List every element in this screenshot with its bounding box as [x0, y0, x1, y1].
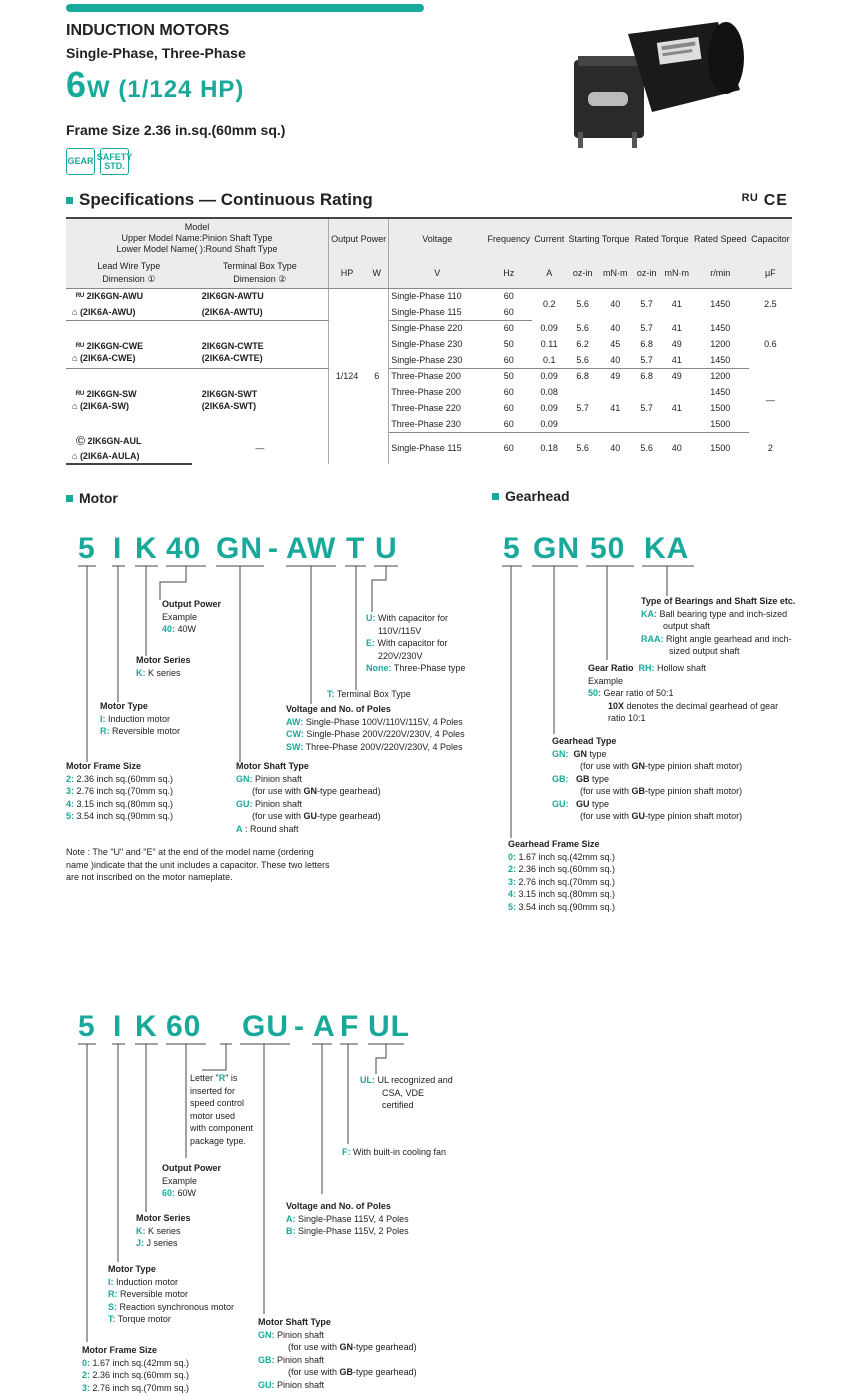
page-subtitle: Single-Phase, Three-Phase — [66, 45, 246, 61]
gearhead-type-label: Gearhead Type GN: GN type (for use with GN-type pinion shaft motor) GB: GB type (for use with GB-type pinion shaft motor) GU: GU type (for use with GU-type pinion shaft motor) — [552, 736, 743, 821]
spec-table: Model Upper Model Name:Pinion Shaft Type Lower Model Name( ):Round Shaft Type Output Power Voltage Frequency Current Starting Torque Rated Torque Rated Speed Capacitor Lead Wire Type Dimension ① Terminal Box Type Dimension ② HP W V Hz A oz-in mN·m oz-in mN·m r/min μF ᴿᵁ 2IK6GN-AWU 2IK6GN-AWTU 1/124 6 Single-Phase 110 60 0.2 5.6 40 5.7 41 1450 2.5 ⌂ (2IK6A-AWU) (2IK6A-AWTU) Single-Phase 115 60 ᴿᵁ 2IK6GN-CWE 2IK6GN-CWTE Single-Phase 220 60 0.09 5.6 40 5.7 41 1450 0.6 Single-Phase 230 50 0.11 6.2 45 6.8 49 1200 ⌂ (2IK6A-CWE) (2IK6A-CWTE) Single-Phase 230 60 0.1 5.6 40 5.7 41 1450 ᴿᵁ 2IK6GN-SW 2IK6GN-SWT Three-Phase 200 50 0.09 6.8 49 6.8 49 1200 — Three-Phase 200 60 0.08 1450 ⌂ (2IK6A-SW) (2IK6A-SWT) Three-Phase 220 60 0.09 5.7 41 5.7 41 1500 Three-Phase 230 60 0.09 1500 Ⓒ 2IK6GN-AUL — Single-Phase 115 60 0.18 5.6 40 5.6 40 1500 2 ⌂ (2IK6A-AULA) — [66, 217, 792, 465]
motor-heading: Motor — [66, 490, 118, 506]
terminal-box-label: T: Terminal Box Type — [327, 689, 411, 699]
terminal-box-model: 2IK6GN-AWTU — [192, 288, 329, 304]
starting-torque-header: Starting Torque — [566, 218, 631, 258]
table-row: ⌂ (2IK6A-CWE) (2IK6A-CWTE) Single-Phase 230 60 0.1 5.6 40 5.7 41 1450 — [66, 352, 792, 368]
motor2-code-shaft: GU — [242, 1010, 289, 1043]
motor2-series-label: Motor Series K: K series J: J series — [136, 1213, 191, 1248]
motor-series-label: Motor Series K: K series — [136, 655, 191, 678]
certification-marks: ᴿᵁ CE — [742, 192, 788, 209]
gear-code-frame: 5 — [503, 532, 521, 565]
table-row: Three-Phase 200 60 0.08 1450 — [391, 387, 731, 397]
motor2-code-series: K — [135, 1010, 158, 1043]
output-power-header: Output Power — [328, 218, 388, 258]
motor2-code-voltage: A — [313, 1010, 336, 1043]
table-row: ⌂ (2IK6A-SW) (2IK6A-SWT) Three-Phase 220 60 0.09 5.7 41 5.7 41 1500 — [66, 400, 792, 416]
motor-code-terminal: T — [346, 532, 366, 565]
rated-torque-header: Rated Torque — [632, 218, 692, 258]
power-unit: W (1/124 HP) — [87, 76, 245, 103]
gear-code-bearing: KA — [644, 532, 690, 565]
safety-std-badge: SAFETY STD. — [100, 148, 129, 175]
current-header: Current — [532, 218, 566, 258]
motor-code-type: I — [113, 532, 123, 565]
table-row: ⌂ (2IK6A-AULA) — [66, 448, 792, 464]
hp-value: 1/124 — [335, 371, 359, 382]
model-header: Model Upper Model Name:Pinion Shaft Type Lower Model Name( ):Round Shaft Type — [66, 218, 328, 258]
motor-code-series: K — [135, 532, 158, 565]
motor2-code-dash: - — [294, 1010, 305, 1043]
gearhead-frame-label: Gearhead Frame Size 0: 1.67 inch sq.(42mm sq.) 2: 2.36 inch sq.(60mm sq.) 3: 2.76 inch sq.(70mm sq.) 4: 3.15 inch sq.(80mm sq.) 5: 3.54 inch sq.(90mm sq.) — [508, 839, 616, 912]
motor2-type-label: Motor Type I: Induction motor R: Reversible motor S: Reaction synchronous motor T: Torque motor — [108, 1264, 235, 1324]
power-number: 6 — [66, 64, 88, 105]
frequency-header: Frequency — [485, 218, 532, 258]
gear-code-type: GN — [533, 532, 580, 565]
capacitor-header: Capacitor — [749, 218, 792, 258]
motor-type-label: Motor Type I: Induction motor R: Reversible motor — [100, 701, 181, 736]
motor-code-voltage: AW — [286, 532, 337, 565]
w-value: 6 — [365, 288, 389, 464]
capacitor-label: U: With capacitor for 110V/115V E: With capacitor for 220V/230V None: Three-Phase type — [366, 613, 466, 673]
motor2-code-type: I — [113, 1010, 123, 1043]
bearing-type-label: Type of Bearings and Shaft Size etc. KA: Ball bearing type and inch-sized output shaft RAA: Right angle gearhead and inch- sized output shaft — [641, 596, 796, 656]
motor-note: Note : The "U" and "E" at the end of the model name (ordering name )indicate that the unit includes a capacitor. These two letters are not inscribed on the motor nameplate. — [66, 847, 330, 882]
page-title: INDUCTION MOTORS — [66, 22, 230, 39]
table-row: ᴿᵁ 2IK6GN-AWU 2IK6GN-AWTU 1/124 6 Single-Phase 110 60 0.2 5.6 40 5.7 41 1450 2.5 — [66, 288, 792, 304]
voltage-poles-label: Voltage and No. of Poles AW: Single-Phase 100V/110V/115V, 4 Poles CW: Single-Phase 200V/220V/230V, 4 Poles SW: Three-Phase 200V/220V/230V, 4 Poles — [286, 704, 465, 752]
table-row: ᴿᵁ 2IK6GN-CWE 2IK6GN-CWTE Single-Phase 220 60 0.09 5.6 40 5.7 41 1450 0.6 — [66, 320, 792, 336]
motor-code-dash: - — [268, 532, 279, 565]
voltage-header: Voltage — [389, 218, 486, 258]
motor-code-capacitor: U — [375, 532, 398, 565]
table-row: ⌂ (2IK6A-AWU) (2IK6A-AWTU) Single-Phase 115 60 — [66, 304, 792, 320]
table-row: Ⓒ 2IK6GN-AUL — Single-Phase 115 60 0.18 5.6 40 5.6 40 1500 2 — [66, 432, 792, 448]
terminal-box-header: Terminal Box Type Dimension ② — [192, 258, 329, 288]
motor2-shaft-label: Motor Shaft Type GN: Pinion shaft (for use with GN-type gearhead) GB: Pinion shaft (for use with GB-type gearhead) GU: Pinion shaft — [258, 1317, 417, 1390]
motor2-output-label: Output Power Example 60: 60W — [162, 1163, 221, 1198]
rated-speed-header: Rated Speed — [692, 218, 749, 258]
cooling-fan-label: F: With built-in cooling fan — [342, 1147, 447, 1157]
lead-wire-header: Lead Wire Type Dimension ① — [66, 258, 192, 288]
table-row: Single-Phase 230 50 0.11 6.2 45 6.8 49 1200 — [391, 339, 731, 349]
motor2-code-ul: UL — [368, 1010, 410, 1043]
ul-label: UL: UL recognized and CSA, VDE certified — [360, 1075, 453, 1110]
table-row: ᴿᵁ 2IK6GN-SW 2IK6GN-SWT Three-Phase 200 50 0.09 6.8 49 6.8 49 1200 — — [66, 368, 792, 384]
lead-wire-model: ᴿᵁ 2IK6GN-AWU — [76, 291, 144, 302]
motor-frame-label: Motor Frame Size 2: 2.36 inch sq.(60mm sq.) 3: 2.76 inch sq.(70mm sq.) 4: 3.15 inch sq.(80mm sq.) 5: 3.54 inch sq.(90mm sq.) — [66, 761, 174, 821]
table-row: Three-Phase 230 60 0.09 1500 — [66, 416, 792, 432]
motor-code-shaft: GN — [216, 532, 263, 565]
gear-badge: GEAR — [66, 148, 95, 175]
motor2-code-output: 60 — [166, 1010, 202, 1043]
motor-code-frame: 5 — [78, 532, 96, 565]
speed-control-note: Letter "R" is inserted for speed control motor used with component package type. — [190, 1073, 254, 1146]
specifications-heading: Specifications — Continuous Rating — [66, 190, 373, 210]
gear-ratio-label: Gear Ratio RH: Hollow shaft Example 50: Gear ratio of 50:1 10X denotes the decimal gearhead of gear ratio 10:1 — [588, 663, 779, 723]
output-power-label: Output Power Example 40: 40W — [162, 599, 221, 634]
motor-code-output: 40 — [166, 532, 202, 565]
gearhead-heading: Gearhead — [492, 488, 570, 504]
motor2-code-fan: F — [340, 1010, 360, 1043]
motor2-voltage-label: Voltage and No. of Poles A: Single-Phase 115V, 4 Poles B: Single-Phase 115V, 2 Poles — [286, 1201, 409, 1236]
frame-size: Frame Size 2.36 in.sq.(60mm sq.) — [66, 122, 286, 138]
motor2-frame-label: Motor Frame Size 0: 1.67 inch sq.(42mm sq.) 2: 2.36 inch sq.(60mm sq.) 3: 2.76 inch sq.(70mm sq.) — [82, 1345, 190, 1393]
gear-code-ratio: 50 — [590, 532, 626, 565]
motor2-code-frame: 5 — [78, 1010, 96, 1043]
motor-shaft-label: Motor Shaft Type GN: Pinion shaft (for use with GN-type gearhead) GU: Pinion shaft (for use with GU-type gearhead) A : Round shaft — [236, 761, 381, 834]
